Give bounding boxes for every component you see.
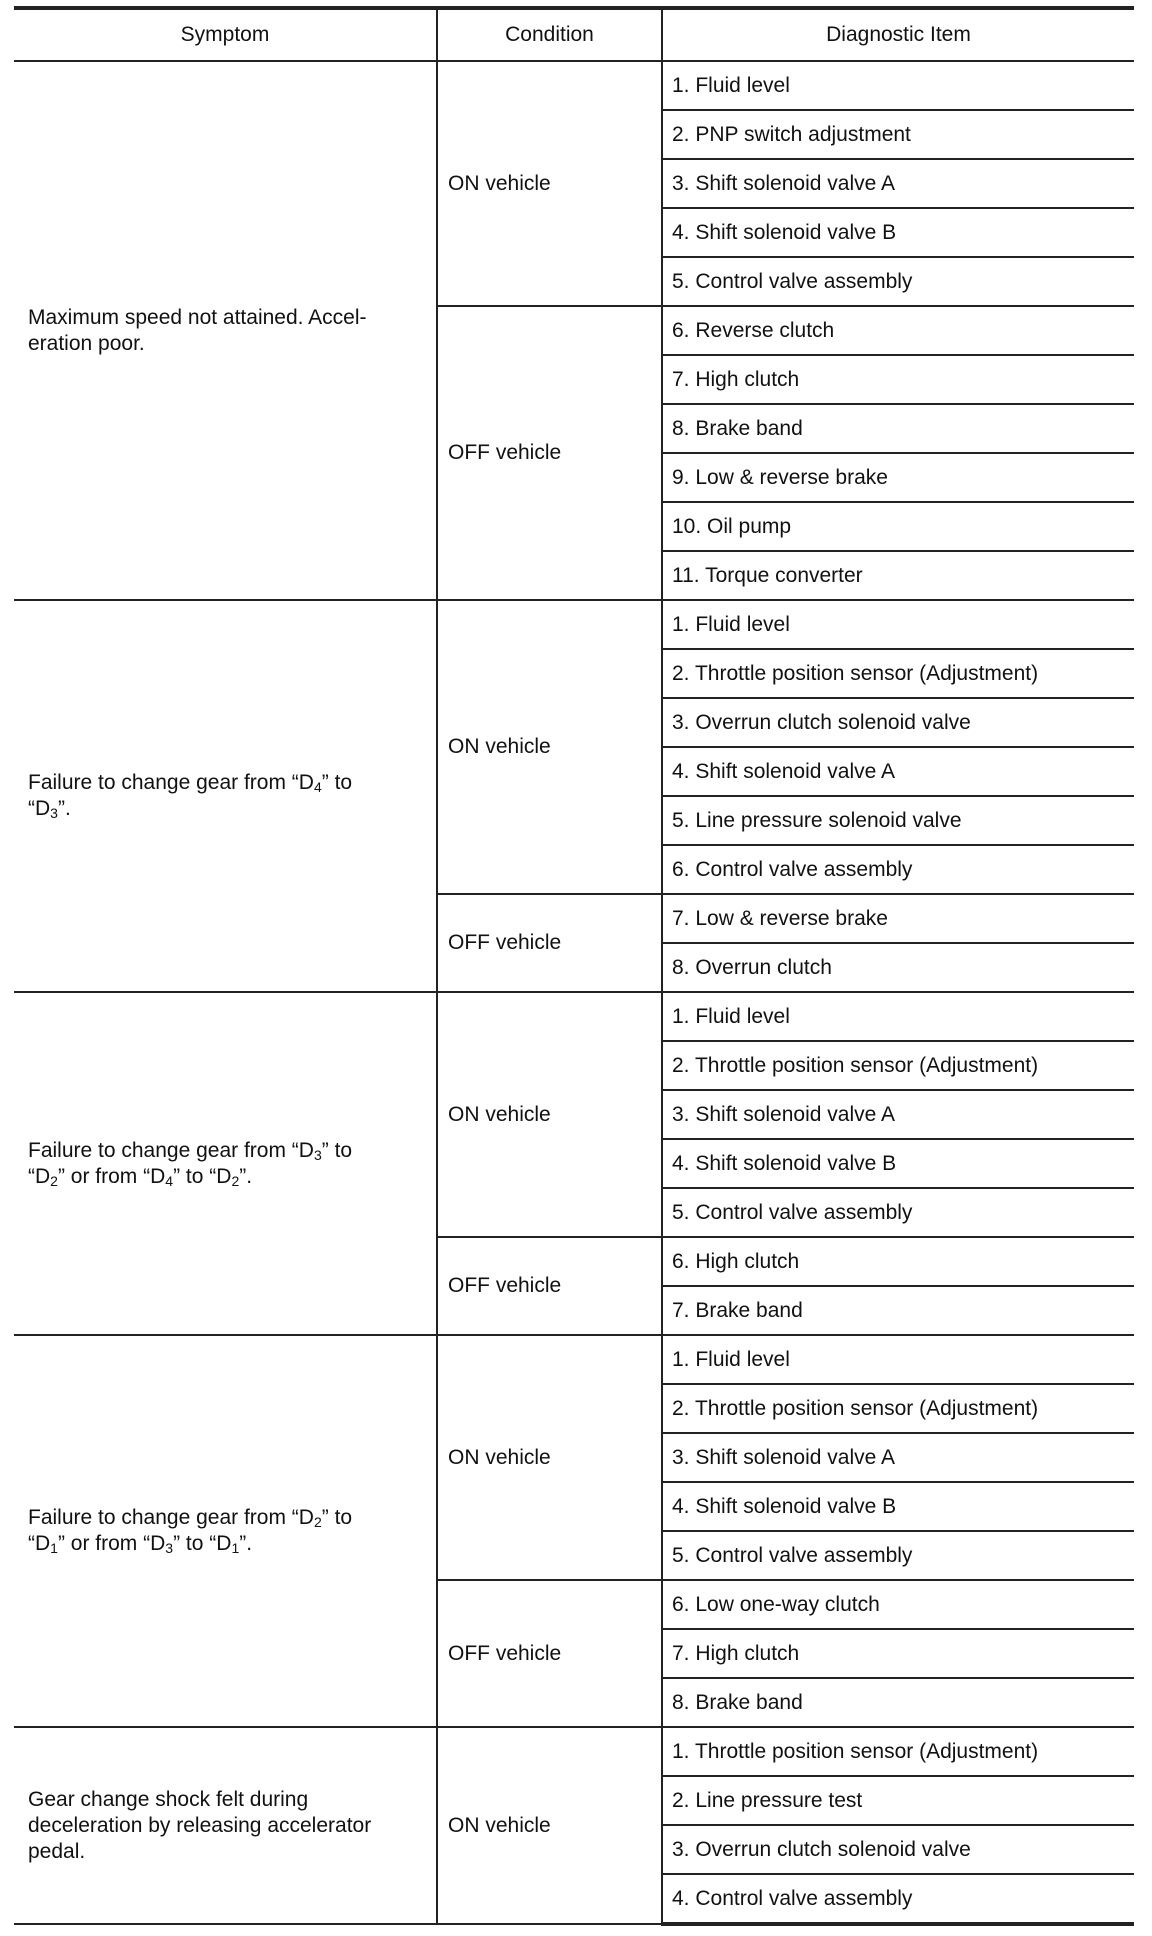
diagnostic-item-cell: 4. Shift solenoid valve B [662, 208, 1134, 257]
symptom-text: ” to “D [173, 1164, 232, 1188]
condition-cell: ON vehicle [437, 61, 662, 306]
symptom-text: ” to “D [173, 1532, 232, 1555]
diagnostic-item-cell: 2. Throttle position sensor (Adjustment) [662, 1384, 1134, 1433]
subscript-text: 2 [313, 1514, 322, 1530]
diagnostic-item-cell: 8. Brake band [662, 404, 1134, 453]
diagnostic-item-cell: 1. Throttle position sensor (Adjustment) [662, 1727, 1134, 1776]
condition-cell: OFF vehicle [437, 306, 662, 600]
diagnostic-item-cell: 2. Throttle position sensor (Adjustment) [662, 1041, 1134, 1090]
symptom-text: “D [28, 797, 51, 820]
table-body [14, 61, 1134, 1924]
diagnostic-item-cell: 9. Low & reverse brake [662, 453, 1134, 502]
condition-cell: ON vehicle [437, 1727, 662, 1924]
diagnostic-item-cell: 6. Low one-way clutch [662, 1580, 1134, 1629]
symptom-line [28, 770, 424, 796]
subscript-text: 3 [50, 805, 58, 821]
diagnostic-item-cell: 4. Control valve assembly [662, 1874, 1134, 1924]
diagnostic-item-cell: 3. Overrun clutch solenoid valve [662, 698, 1134, 747]
diagnostic-item-cell: 5. Control valve assembly [662, 1531, 1134, 1580]
symptom-text: ” or from “D [57, 1164, 166, 1188]
diagnostic-item-cell: 3. Shift solenoid valve A [662, 159, 1134, 208]
condition-cell: ON vehicle [437, 600, 662, 894]
symptom-text: Failure to change gear from “D [28, 1506, 314, 1529]
diagnostic-item-cell: 4. Shift solenoid valve B [662, 1482, 1134, 1531]
symptom-line [28, 1505, 424, 1531]
condition-cell: ON vehicle [437, 1335, 662, 1580]
symptom-text: ”. [57, 797, 71, 820]
table-row [14, 600, 1134, 649]
diagnostic-item-cell: 6. High clutch [662, 1237, 1134, 1286]
diagnostic-item-cell: 3. Shift solenoid valve A [662, 1433, 1134, 1482]
diagnostic-item-cell: 7. High clutch [662, 355, 1134, 404]
symptom-cell [14, 992, 437, 1335]
diagnostic-item-cell: 4. Shift solenoid valve A [662, 747, 1134, 796]
diagnostic-item-cell: 8. Brake band [662, 1678, 1134, 1727]
diagnostic-table [14, 6, 1134, 1926]
symptom-cell [14, 1727, 437, 1924]
diagnostic-item-cell: 5. Control valve assembly [662, 1188, 1134, 1237]
diagnostic-item-cell: 6. Control valve assembly [662, 845, 1134, 894]
symptom-text: ” to [321, 771, 353, 794]
diagnostic-item-cell: 5. Control valve assembly [662, 257, 1134, 306]
subscript-text: 2 [231, 1172, 240, 1189]
condition-cell: OFF vehicle [437, 1237, 662, 1335]
diagnostic-item-cell: 8. Overrun clutch [662, 943, 1134, 992]
diagnostic-item-cell: 1. Fluid level [662, 600, 1134, 649]
symptom-text: ” to [321, 1506, 353, 1529]
symptom-line [28, 1138, 424, 1164]
subscript-text: 3 [313, 1146, 322, 1163]
subscript-text: 4 [165, 1172, 174, 1189]
subscript-text: 1 [231, 1540, 240, 1556]
header-row [14, 8, 1134, 61]
diagnostic-item-cell: 7. Brake band [662, 1286, 1134, 1335]
header-symptom: Symptom [14, 8, 437, 61]
symptom-text: ” or from “D [57, 1532, 166, 1555]
symptom-cell [14, 1335, 437, 1727]
diagnostic-item-cell: 2. Throttle position sensor (Adjustment) [662, 649, 1134, 698]
symptom-text: ” to [321, 1138, 353, 1162]
subscript-text: 1 [50, 1540, 58, 1556]
table-header [14, 8, 1134, 61]
subscript-text: 3 [165, 1540, 174, 1556]
diagnostic-item-cell: 6. Reverse clutch [662, 306, 1134, 355]
diagnostic-item-cell: 10. Oil pump [662, 502, 1134, 551]
symptom-text: Failure to change gear from “D [28, 771, 314, 794]
diagnostic-item-cell: 4. Shift solenoid valve B [662, 1139, 1134, 1188]
condition-cell: OFF vehicle [437, 1580, 662, 1727]
diagnostic-item-cell: 3. Overrun clutch solenoid valve [662, 1825, 1134, 1874]
symptom-line: deceleration by releasing accelerator [28, 1813, 372, 1837]
symptom-text: “D [28, 1164, 51, 1188]
diagnostic-item-cell: 1. Fluid level [662, 1335, 1134, 1384]
symptom-line [28, 796, 424, 822]
subscript-text: 4 [313, 779, 322, 795]
diagnostic-item-cell: 7. High clutch [662, 1629, 1134, 1678]
symptom-line: eration poor. [28, 331, 145, 355]
symptom-text: Failure to change gear from “D [28, 1138, 314, 1162]
diagnostic-item-cell: 5. Line pressure solenoid valve [662, 796, 1134, 845]
symptom-line: Gear change shock felt during [28, 1787, 309, 1811]
symptom-cell [14, 61, 437, 600]
diagnostic-table-page [14, 6, 1134, 1926]
subscript-text: 2 [50, 1172, 58, 1189]
header-condition: Condition [437, 8, 662, 61]
symptom-line: pedal. [28, 1839, 86, 1863]
symptom-line [28, 1164, 424, 1190]
symptom-text: “D [28, 1532, 51, 1555]
header-diagnostic-item: Diagnostic Item [662, 8, 1134, 61]
table-row [14, 1335, 1134, 1384]
diagnostic-item-cell: 2. PNP switch adjustment [662, 110, 1134, 159]
table-row [14, 1727, 1134, 1776]
table-row [14, 61, 1134, 110]
symptom-text: ”. [239, 1164, 253, 1188]
symptom-line: Maximum speed not attained. Accel- [28, 305, 367, 329]
condition-cell: OFF vehicle [437, 894, 662, 992]
diagnostic-item-cell: 3. Shift solenoid valve A [662, 1090, 1134, 1139]
diagnostic-item-cell: 7. Low & reverse brake [662, 894, 1134, 943]
table-row [14, 992, 1134, 1041]
diagnostic-item-cell: 1. Fluid level [662, 61, 1134, 110]
symptom-cell [14, 600, 437, 992]
diagnostic-item-cell: 11. Torque converter [662, 551, 1134, 600]
diagnostic-item-cell: 2. Line pressure test [662, 1776, 1134, 1825]
symptom-text: ”. [239, 1532, 253, 1555]
condition-cell: ON vehicle [437, 992, 662, 1237]
diagnostic-item-cell: 1. Fluid level [662, 992, 1134, 1041]
symptom-line [28, 1531, 424, 1557]
